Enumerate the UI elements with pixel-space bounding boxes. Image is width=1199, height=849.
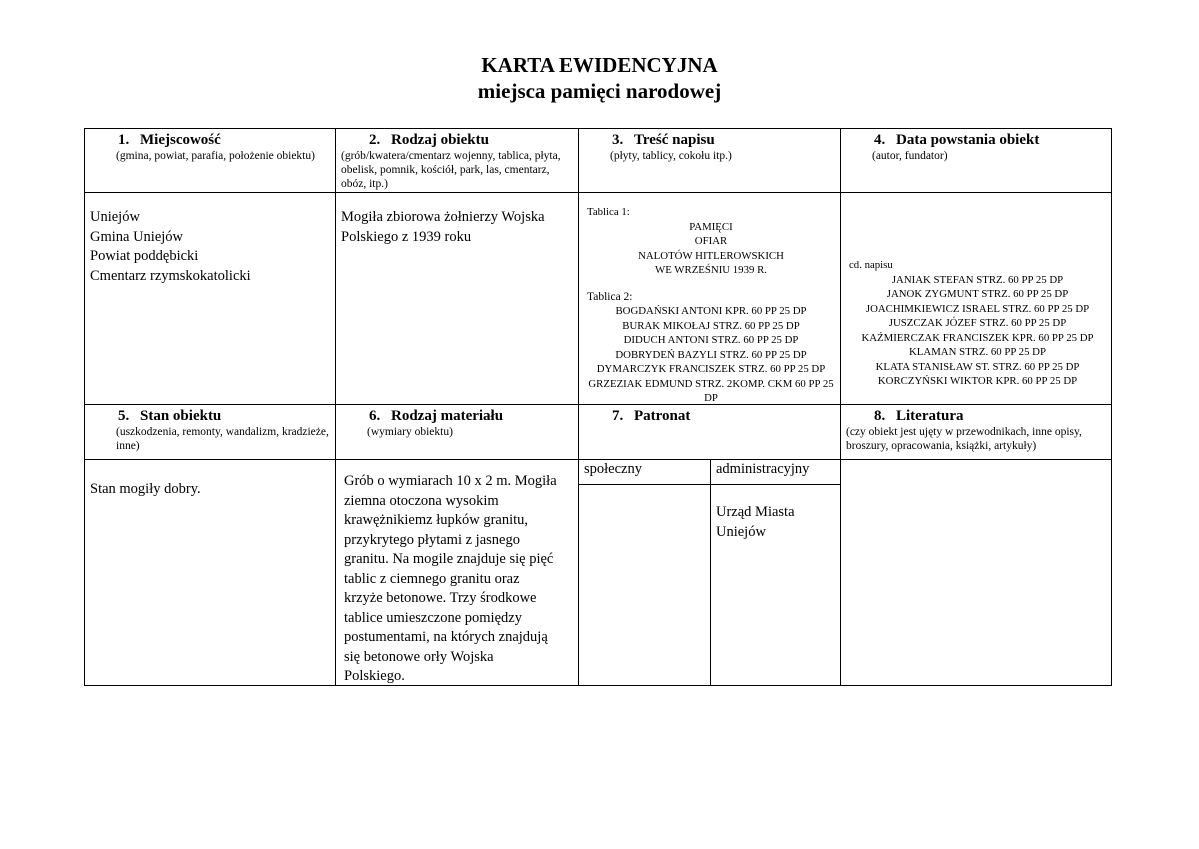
patronage-social-header	[578, 459, 711, 485]
header-num: 6.	[369, 408, 381, 424]
inscription-line: DOBRYDEŃ BAZYLI STRZ. 60 PP 25 DP	[615, 348, 807, 361]
header-label: Data powstania obiekt	[896, 132, 1040, 148]
header-cell-8	[840, 404, 1112, 460]
header-cell-3	[578, 128, 841, 193]
header-label: Treść napisu	[634, 132, 715, 148]
header-hint: (płyty, tablicy, cokołu itp.)	[610, 150, 732, 162]
social-label: społeczny	[584, 461, 642, 477]
header-cell-5	[84, 404, 336, 460]
inscription-line: PAMIĘCI	[689, 220, 733, 233]
header-label: Miejscowość	[140, 132, 221, 148]
header-label: Stan obiektu	[140, 408, 222, 424]
tablet-2-label: Tablica 2:	[587, 290, 633, 303]
location-line: Cmentarz rzymskokatolicki	[90, 267, 251, 284]
inscription-line: DIDUCH ANTONI STRZ. 60 PP 25 DP	[623, 334, 799, 346]
header-hint: (autor, fundator)	[872, 150, 948, 162]
inscription-line: JANOK ZYGMUNT STRZ. 60 PP 25 DP	[886, 288, 1069, 300]
header-num: 8.	[874, 408, 886, 424]
inscription-line: NALOTÓW HITLEROWSKICH	[638, 249, 784, 262]
tablet-1-label: Tablica 1:	[587, 206, 630, 218]
location-line: Powiat poddębicki	[90, 248, 199, 264]
inscription-line: JANIAK STEFAN STRZ. 60 PP 25 DP	[891, 273, 1064, 286]
inscription-line: JUSZCZAK JÓZEF STRZ. 60 PP 25 DP	[888, 317, 1067, 329]
inscription-line: KLAMAN STRZ. 60 PP 25 DP	[909, 346, 1046, 358]
header-cell-4	[840, 128, 1112, 193]
header-num: 2.	[369, 132, 381, 148]
location-line: Uniejów	[90, 209, 140, 225]
header-num: 4.	[874, 132, 886, 148]
inscription-line: BOGDAŃSKI ANTONI KPR. 60 PP 25 DP	[615, 305, 807, 317]
patronage-cell	[578, 459, 841, 686]
location-cell	[84, 192, 336, 405]
header-label: Literatura	[896, 408, 964, 424]
material-text: Grób o wymiarach 10 x 2 m. Mogiła ziemna otoczona wysokim krawężnikiemz łupków granitu, przykrytego płytami z jasnego granitu. Na mogile znajduje się pięć tablic z ciemnego granitu oraz krzyże betonowe. Trzy środkowe tablice umieszczone pomiędzy postumentami, na których znajdują się betonowe orły Wojska Polskiego.	[344, 473, 557, 684]
header-cell-2	[335, 128, 579, 193]
patronage-social-value	[578, 484, 711, 686]
location-line: Gmina Uniejów	[90, 228, 184, 245]
header-num: 5.	[118, 408, 130, 424]
header-hint: (czy obiekt jest ujęty w przewodnikach, inne opisy, broszury, opracowania, książki, artykuły)	[846, 426, 1082, 452]
continuation-cell	[840, 192, 1112, 405]
header-hint: (uszkodzenia, remonty, wandalizm, kradzieże, inne)	[116, 426, 329, 452]
header-num: 3.	[612, 132, 624, 148]
inscription-cell	[578, 192, 841, 405]
header-num: 1.	[118, 132, 130, 148]
header-cell-6	[335, 404, 579, 460]
patronage-admin-header	[710, 459, 841, 485]
header-num: 7.	[612, 408, 624, 424]
document-title: KARTA EWIDENCYJNA	[481, 53, 718, 77]
tablet-1-text	[587, 220, 835, 278]
document-subtitle: miejsca pamięci narodowej	[477, 79, 722, 103]
literature-cell	[840, 459, 1112, 686]
header-cell-1	[84, 128, 336, 193]
inscription-line: OFIAR	[694, 235, 728, 247]
continuation-text	[849, 273, 1106, 389]
inscription-line: BURAK MIKOŁAJ STRZ. 60 PP 25 DP	[622, 319, 800, 332]
condition-text: Stan mogiły dobry.	[90, 481, 201, 497]
admin-value: Urząd Miasta Uniejów	[716, 504, 795, 540]
inscription-line: KLATA STANISŁAW ST. STRZ. 60 PP 25 DP	[875, 360, 1080, 373]
admin-label: administracyjny	[716, 461, 810, 477]
inscription-line: JOACHIMKIEWICZ ISRAEL STRZ. 60 PP 25 DP	[865, 302, 1090, 315]
object-type-text: Mogiła zbiorowa żołnierzy Wojska Polskiego z 1939 roku	[341, 209, 545, 245]
inscription-line: GRZEZIAK EDMUND STRZ. 2KOMP. CKM 60 PP 25 DP	[588, 377, 834, 404]
inscription-line: KAŹMIERCZAK FRANCISZEK KPR. 60 PP 25 DP	[861, 331, 1094, 344]
header-hint: (gmina, powiat, parafia, położenie obiektu)	[116, 150, 315, 162]
tablet-2-text	[587, 304, 835, 406]
header-cell-7	[578, 404, 841, 460]
material-cell	[335, 459, 579, 686]
patronage-admin-value	[710, 484, 841, 686]
inscription-line: WE WRZEŚNIU 1939 R.	[655, 264, 767, 276]
inscription-line: DYMARCZYK FRANCISZEK STRZ. 60 PP 25 DP	[596, 363, 826, 375]
header-hint: (grób/kwatera/cmentarz wojenny, tablica, płyta, obelisk, pomnik, kościół, park, las, cmentarz, obóz, itp.)	[341, 150, 561, 190]
header-label: Rodzaj materiału	[391, 408, 504, 424]
inscription-line: KORCZYŃSKI WIKTOR KPR. 60 PP 25 DP	[877, 375, 1078, 387]
condition-cell	[84, 459, 336, 686]
object-type-cell	[335, 192, 579, 405]
header-hint: (wymiary obiektu)	[367, 426, 453, 438]
header-label: Patronat	[634, 408, 691, 424]
continuation-label: cd. napisu	[849, 259, 893, 271]
header-label: Rodzaj obiektu	[391, 132, 489, 148]
